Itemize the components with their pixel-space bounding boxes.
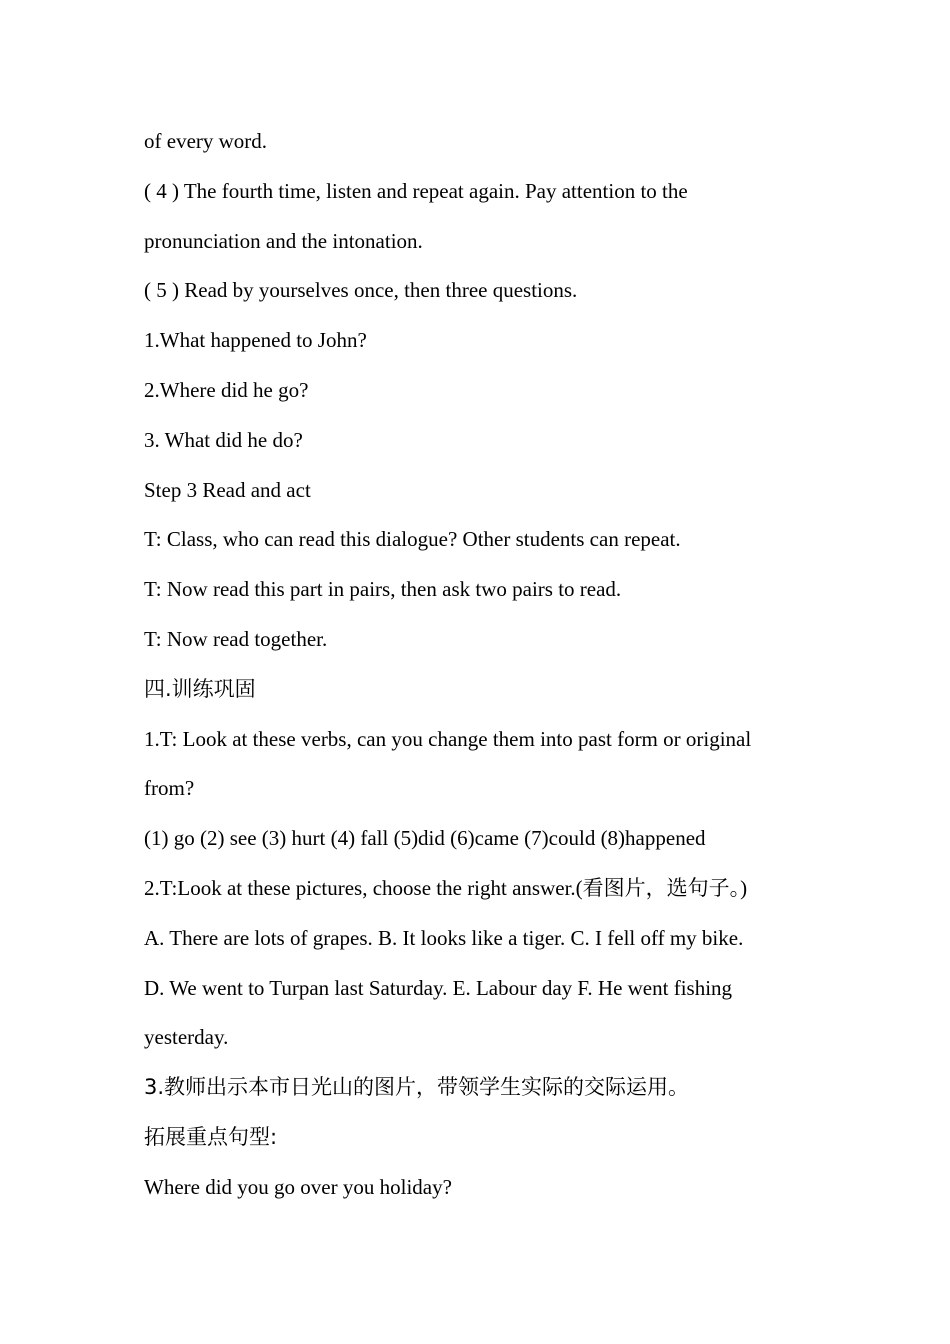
exercise-3: 3.教师出示本市日光山的图片，带领学生实际的交际运用。 [144, 1075, 690, 1100]
teacher-line: T: Now read this part in pairs, then ask two pairs to read. [144, 577, 622, 602]
procedure-step-5: ( 5 ) Read by yourselves once, then three questions. [144, 278, 578, 303]
text-line: of every word. [144, 129, 268, 153]
lesson-plan-text [144, 122, 844, 1218]
text-line: pronunciation and the intonation. [144, 228, 423, 253]
exercise-1: 1.T: Look at these verbs, can you change them into past form or original [144, 726, 752, 751]
answer-options: A. There are lots of grapes. B. It looks like a tiger. C. I fell off my bike. [144, 925, 744, 950]
teacher-line: T: Class, who can read this dialogue? Other students can repeat. [144, 527, 681, 552]
key-sentence: Where did you go over you holiday? [144, 1174, 452, 1199]
procedure-step-4: ( 4 ) The fourth time, listen and repeat again. Pay attention to the [144, 178, 688, 203]
exercise-2: 2.T:Look at these pictures, choose the right answer.(看图片，选句子。) [144, 875, 748, 900]
section-heading: 四.训练巩固 [144, 676, 256, 701]
question-1: 1.What happened to John? [144, 328, 367, 353]
text-line: yesterday. [144, 1025, 229, 1050]
text-line: from? [144, 776, 195, 801]
key-sentence-heading: 拓展重点句型: [144, 1124, 278, 1149]
teacher-line: T: Now read together. [144, 626, 328, 651]
answer-options: D. We went to Turpan last Saturday. E. Labour day F. He went fishing [144, 975, 733, 1000]
question-3: 3. What did he do? [144, 427, 303, 452]
step-heading: Step 3 Read and act [144, 477, 311, 502]
question-2: 2.Where did he go? [144, 377, 309, 402]
verb-list: (1) go (2) see (3) hurt (4) fall (5)did (6)came (7)could (8)happened [144, 826, 706, 851]
